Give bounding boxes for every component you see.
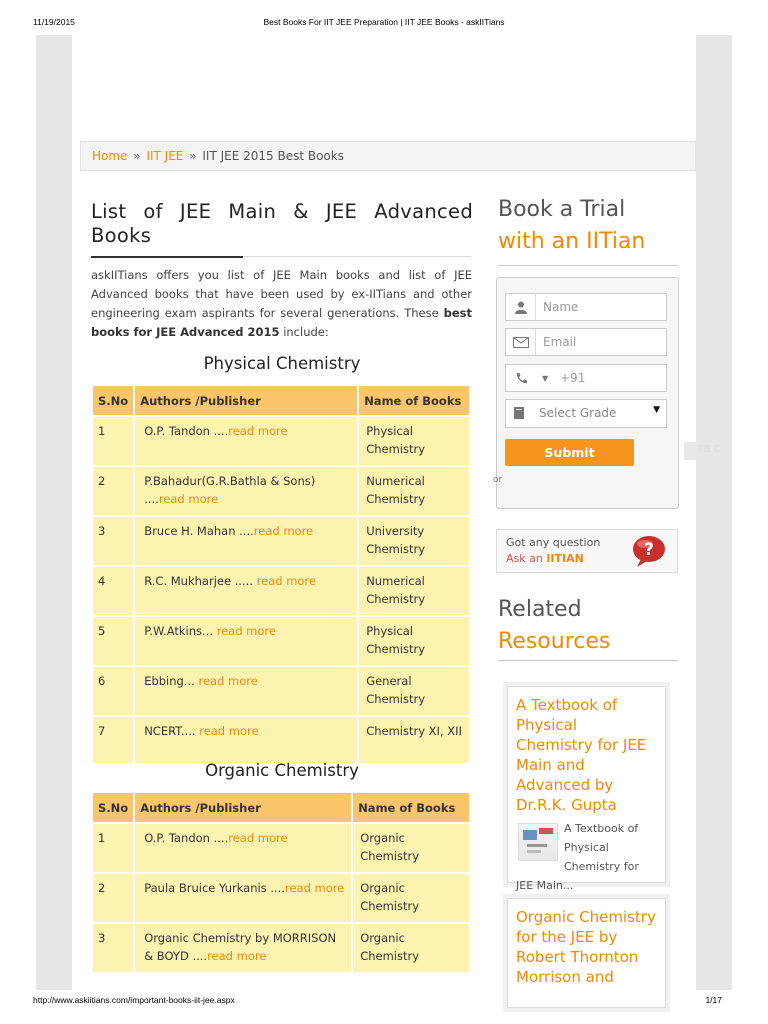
table-header-row: [92, 385, 470, 416]
grade-placeholder: Select Grade: [539, 406, 617, 420]
table-row: [92, 616, 470, 666]
author-text: P.Bahadur(G.R.Bathla & Sons) ....: [144, 474, 316, 506]
caret-down-icon: ▼: [653, 405, 660, 415]
author-text: O.P. Tandon ....: [144, 831, 229, 845]
cell-book: Organic Chemistry: [352, 923, 470, 973]
cell-book: Physical Chemistry: [358, 616, 470, 666]
print-header: [0, 0, 768, 36]
author-text: R.C. Mukharjee .....: [144, 574, 257, 588]
related-line2: Resources: [498, 629, 611, 654]
resource-title[interactable]: A Textbook of Physical Chemistry for JEE Main and Advanced by Dr.R.K. Gupta: [516, 696, 647, 814]
title-underline: [91, 256, 243, 258]
resource-card[interactable]: [507, 686, 666, 892]
submit-button[interactable]: Submit: [505, 439, 634, 466]
col-header-author: Authors /Publisher: [134, 792, 352, 823]
cell-author: [134, 616, 358, 666]
resource-thumbnail: [518, 823, 558, 861]
intro-text: askIITians offers you list of JEE Main books and list of JEE Advanced books that have been used by ex-IITians and other engineering exam aspirants for several generations. These: [91, 268, 472, 320]
cell-author: [134, 873, 352, 923]
fb-tab-label[interactable]: FB C: [698, 444, 721, 455]
cell-author: [134, 566, 358, 616]
caret-down-icon: ▼: [542, 374, 549, 383]
table-row: [92, 716, 470, 764]
print-footer: [0, 992, 768, 1024]
author-text: O.P. Tandon ....: [144, 424, 229, 438]
name-field[interactable]: [505, 293, 667, 321]
read-more-link[interactable]: read more: [256, 574, 316, 588]
cell-book: University Chemistry: [358, 516, 470, 566]
cell-author: [134, 823, 352, 873]
organic-chemistry-table: [91, 791, 471, 974]
cell-sno: 6: [92, 666, 134, 716]
book-trial-line1: Book a Trial: [498, 197, 626, 222]
grade-select[interactable]: [505, 399, 667, 428]
cell-book: Chemistry XI, XII: [358, 716, 470, 764]
phone-icon: [506, 365, 536, 391]
phone-field[interactable]: [505, 364, 667, 392]
book-trial-heading: [498, 194, 645, 258]
cell-sno: 1: [92, 823, 134, 873]
cell-sno: 5: [92, 616, 134, 666]
cell-author: [134, 466, 358, 516]
cell-sno: 3: [92, 923, 134, 973]
table-row: [92, 416, 470, 466]
table-row: [92, 823, 470, 873]
intro-paragraph: [91, 266, 472, 342]
question-link[interactable]: IITIAN: [546, 552, 584, 565]
title-divider: [243, 256, 471, 257]
breadcrumb: [80, 141, 696, 171]
question-prefix: Ask an: [506, 552, 547, 565]
question-bubble-icon: [631, 534, 667, 568]
print-title: Best Books For IIT JEE Preparation | IIT JEE Books - askIITians: [263, 17, 505, 27]
user-icon: [506, 294, 536, 320]
read-more-link[interactable]: read more: [207, 949, 267, 963]
col-header-book: Name of Books: [352, 792, 470, 823]
related-line1: Related: [498, 597, 582, 622]
cell-author: [134, 923, 352, 973]
or-fragment: or: [493, 475, 503, 485]
col-header-sno: S.No: [92, 385, 134, 416]
page-gutter-left: [36, 35, 72, 990]
print-url: http://www.askiitians.com/important-books-iit-jee.aspx: [33, 995, 235, 1005]
author-text: P.W.Atkins...: [144, 624, 217, 638]
col-header-author: Authors /Publisher: [134, 385, 358, 416]
read-more-link[interactable]: read more: [198, 674, 258, 688]
svg-text:?: ?: [644, 540, 654, 560]
read-more-link[interactable]: read more: [228, 424, 288, 438]
intro-bold: best books for JEE Advanced 2015: [91, 306, 472, 339]
cell-book: Physical Chemistry: [358, 416, 470, 466]
col-header-sno: S.No: [92, 792, 134, 823]
section-title-physical: Physical Chemistry: [203, 354, 361, 373]
author-text: Ebbing...: [144, 674, 199, 688]
fb-tab-edge: [684, 442, 696, 460]
author-text: Organic Chemistry by MORRISON & BOYD ....: [144, 931, 337, 963]
author-text: Paula Bruice Yurkanis ....: [144, 881, 285, 895]
table-row: [92, 923, 470, 973]
trial-form: [496, 277, 679, 509]
cell-sno: 3: [92, 516, 134, 566]
cell-author: [134, 716, 358, 764]
table-row: [92, 566, 470, 616]
cell-book: Numerical Chemistry: [358, 566, 470, 616]
trial-heading-rule: [498, 265, 678, 266]
question-line1: Got any question: [506, 536, 601, 549]
book-trial-line2: with an IITian: [498, 229, 646, 254]
print-date: 11/19/2015: [33, 17, 75, 27]
cell-author: [134, 516, 358, 566]
cell-sno: 7: [92, 716, 134, 764]
table-row: [92, 516, 470, 566]
phone-prefix: +91: [560, 371, 586, 385]
print-page-number: 1/17: [705, 995, 722, 1005]
breadcrumb-home-link[interactable]: Home: [92, 149, 128, 163]
resource-title[interactable]: Organic Chemistry for the JEE by Robert Thornton Morrison and: [516, 908, 656, 986]
read-more-link[interactable]: read more: [199, 724, 259, 738]
breadcrumb-iitjee-link[interactable]: IIT JEE: [146, 149, 184, 163]
author-text: NCERT....: [144, 724, 200, 738]
table-row: [92, 873, 470, 923]
read-more-link[interactable]: read more: [253, 524, 314, 538]
intro-end: include:: [279, 325, 329, 339]
read-more-link[interactable]: read more: [228, 831, 288, 845]
cell-sno: 2: [92, 873, 134, 923]
cell-author: [134, 416, 358, 466]
section-title-organic: Organic Chemistry: [205, 761, 359, 780]
read-more-link[interactable]: read more: [158, 492, 219, 506]
related-resources-heading: [498, 594, 610, 658]
related-heading-rule: [498, 660, 678, 661]
email-placeholder: Email: [543, 335, 577, 349]
cell-book: General Chemistry: [358, 666, 470, 716]
book-icon: [506, 400, 532, 426]
page-title: List of JEE Main & JEE Advanced Books: [91, 200, 473, 247]
read-more-link[interactable]: read more: [216, 624, 276, 638]
col-header-book: Name of Books: [358, 385, 470, 416]
cell-author: [134, 666, 358, 716]
read-more-link[interactable]: read more: [284, 881, 345, 895]
page-gutter-right: [696, 35, 732, 990]
cell-sno: 1: [92, 416, 134, 466]
envelope-icon: [506, 329, 536, 355]
table-row: [92, 466, 470, 516]
breadcrumb-separator: »: [133, 149, 141, 163]
cell-book: Organic Chemistry: [352, 823, 470, 873]
breadcrumb-current: IIT JEE 2015 Best Books: [202, 149, 344, 163]
breadcrumb-separator: »: [189, 149, 197, 163]
name-placeholder: Name: [543, 300, 579, 314]
table-row: [92, 666, 470, 716]
physical-chemistry-table: [91, 384, 471, 765]
ask-iitian-box[interactable]: [496, 529, 678, 573]
cell-sno: 2: [92, 466, 134, 516]
email-field[interactable]: [505, 328, 667, 356]
table-header-row: [92, 792, 470, 823]
author-text: Bruce H. Mahan ....: [144, 524, 254, 538]
resource-description: A Textbook of Physical Chemistry for JEE Main...: [516, 822, 639, 892]
cell-sno: 4: [92, 566, 134, 616]
cell-book: Numerical Chemistry: [358, 466, 470, 516]
cell-book: Organic Chemistry: [352, 873, 470, 923]
